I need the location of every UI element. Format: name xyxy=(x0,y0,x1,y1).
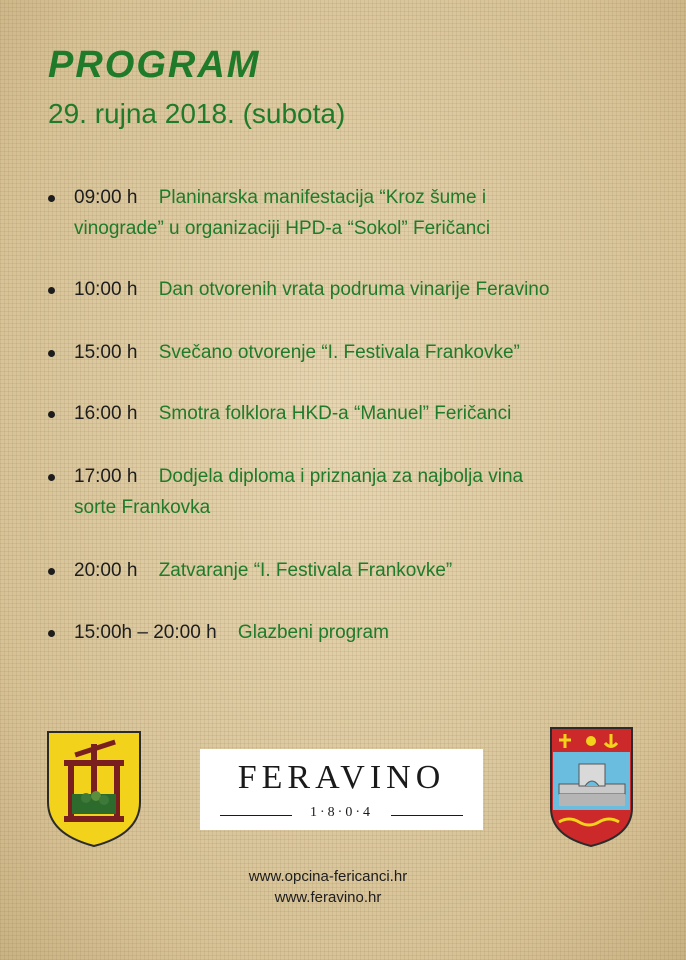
program-description: Dan otvorenih vrata podruma vinarije Feravino xyxy=(158,279,550,300)
bullet-icon xyxy=(48,630,55,637)
feravino-year: 1·8·0·4 xyxy=(310,805,373,820)
bullet-icon xyxy=(48,474,55,481)
fericanci-coat-of-arms-icon xyxy=(46,730,142,848)
program-item xyxy=(44,182,644,244)
program-description: Smotra folklora HKD-a “Manuel” Feričanci xyxy=(158,403,512,424)
program-item xyxy=(44,398,644,429)
program-description: Glazbeni program xyxy=(237,622,389,643)
program-description: Dodjela diploma i priznanja za najbolja vina xyxy=(158,466,524,487)
program-item xyxy=(44,555,644,586)
program-time: 17:00 h xyxy=(74,466,138,487)
website-link[interactable]: www.opcina-fericanci.hr xyxy=(248,868,408,885)
program-item xyxy=(44,274,644,305)
bullet-icon xyxy=(48,568,55,575)
program-time: 16:00 h xyxy=(74,403,138,424)
program-item xyxy=(44,337,644,368)
logo-divider xyxy=(391,815,463,816)
bullet-icon xyxy=(48,411,55,418)
bullet-icon xyxy=(48,350,55,357)
program-item xyxy=(44,617,644,648)
bullet-icon xyxy=(48,287,55,294)
page-title: PROGRAM xyxy=(48,44,261,86)
program-description: Planinarska manifestacija “Kroz šume i xyxy=(158,187,487,208)
municipality-coat-of-arms-icon xyxy=(549,726,634,848)
footer-links xyxy=(0,866,686,908)
website-link[interactable]: www.feravino.hr xyxy=(274,889,382,906)
program-item xyxy=(44,461,644,523)
program-time: 10:00 h xyxy=(74,279,138,300)
feravino-name: FERAVINO xyxy=(237,759,446,796)
program-description-cont: vinograde” u organizaciji HPD-a “Sokol” Feričanci xyxy=(74,218,491,239)
event-date: 29. rujna 2018. (subota) xyxy=(48,98,346,129)
program-time: 15:00h – 20:00 h xyxy=(74,622,217,643)
program-time: 20:00 h xyxy=(74,560,138,581)
feravino-logo xyxy=(200,749,483,830)
program-description-cont: sorte Frankovka xyxy=(74,497,211,518)
program-time: 15:00 h xyxy=(74,342,138,363)
bullet-icon xyxy=(48,195,55,202)
program-description: Svečano otvorenje “I. Festivala Frankovke” xyxy=(158,342,520,363)
program-description: Zatvaranje “I. Festivala Frankovke” xyxy=(158,560,453,581)
program-time: 09:00 h xyxy=(74,187,138,208)
